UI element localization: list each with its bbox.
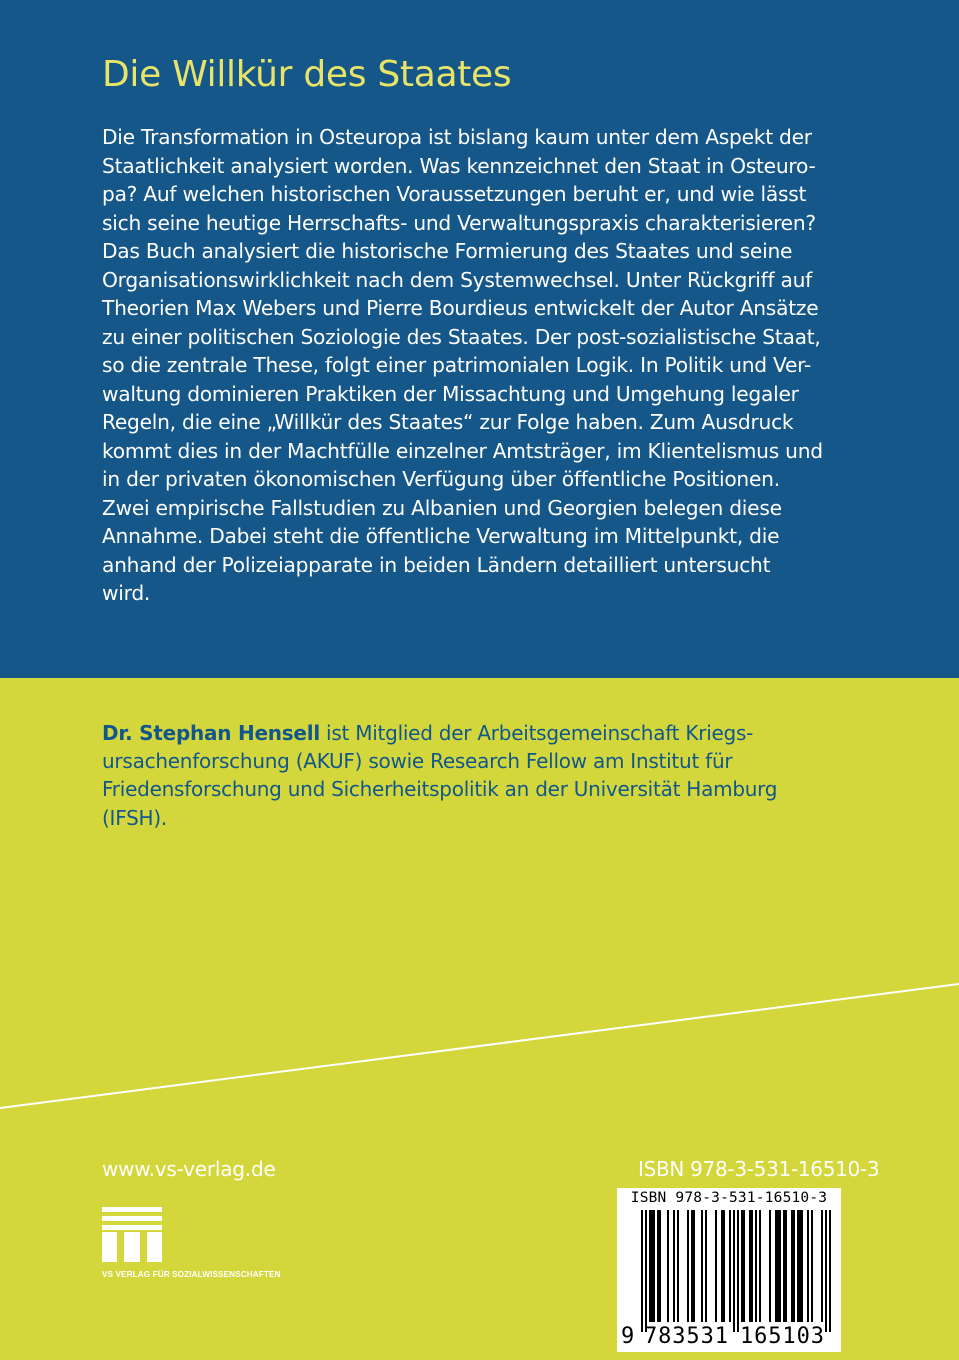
diagonal-divider-line xyxy=(0,980,959,1110)
barcode-digits xyxy=(617,1323,841,1351)
barcode-bar xyxy=(783,1210,785,1322)
book-title: Die Willkür des Staates xyxy=(102,54,512,95)
blurb-line: Zwei empirische Fallstudien zu Albanien und Georgien belegen diese xyxy=(102,495,782,520)
blurb-line: Organisationswirklichkeit nach dem Systemwechsel. Unter Rückgriff auf xyxy=(102,267,813,292)
author-bio-first-line: ist Mitglied der Arbeitsgemeinschaft Kriegs- xyxy=(319,721,754,745)
barcode-bar xyxy=(737,1210,739,1332)
barcode-bar xyxy=(741,1210,743,1322)
barcode-bar xyxy=(641,1210,643,1332)
barcode-bar xyxy=(729,1210,731,1322)
blurb-line: zu einer politischen Soziologie des Staates. Der post-sozialistische Staat, xyxy=(102,324,821,349)
barcode-bar xyxy=(645,1210,647,1332)
blurb-line: waltung dominieren Praktiken der Missachtung und Umgehung legaler xyxy=(102,381,799,406)
barcode-isbn-text: ISBN 978-3-531-16510-3 xyxy=(630,1190,828,1206)
book-blurb xyxy=(102,123,872,608)
barcode-bar xyxy=(743,1210,745,1322)
barcode-bar xyxy=(775,1210,777,1322)
blurb-line: anhand der Polizeiapparate in beiden Ländern detailliert untersucht xyxy=(102,552,771,577)
barcode-bar xyxy=(687,1210,689,1322)
barcode-bar xyxy=(723,1210,725,1322)
barcode-bar xyxy=(691,1210,693,1322)
blurb-line: kommt dies in der Machtfülle einzelner Amtsträger, im Klientelismus und xyxy=(102,438,823,463)
publisher-logo xyxy=(102,1207,332,1287)
barcode-bar xyxy=(721,1210,723,1322)
barcode-bar xyxy=(715,1210,717,1322)
barcode-bar xyxy=(755,1210,757,1322)
barcode-bar xyxy=(759,1210,761,1322)
barcode-bar xyxy=(825,1210,827,1332)
barcode-bar xyxy=(701,1210,703,1322)
blurb-line: Das Buch analysiert die historische Formierung des Staates und seine xyxy=(102,239,793,263)
barcode-bar xyxy=(829,1210,831,1332)
barcode-bar xyxy=(769,1210,771,1322)
barcode-bar xyxy=(749,1210,751,1322)
blurb-line: sich seine heutige Herrschafts- und Verwaltungspraxis charakterisieren? xyxy=(102,210,816,235)
author-bio-line: Friedensforschung und Sicherheitspolitik an der Universität Hamburg xyxy=(102,777,778,802)
barcode-bar xyxy=(811,1210,813,1322)
blurb-line: so die zentrale These, folgt einer patrimonialen Logik. In Politik und Ver- xyxy=(102,353,811,377)
barcode-digits-left: 783531 xyxy=(644,1324,729,1349)
barcode-bar xyxy=(807,1210,809,1322)
blurb-line: Regeln, die eine „Willkür des Staates“ zur Folge haben. Zum Ausdruck xyxy=(102,410,794,434)
barcode-bar xyxy=(705,1210,707,1322)
barcode-bar xyxy=(693,1210,695,1322)
barcode-bar xyxy=(797,1210,799,1322)
top-panel xyxy=(0,0,959,678)
barcode-bar xyxy=(667,1210,669,1322)
author-bio-line: ursachenforschung (AKUF) sowie Research Fellow am Institut für xyxy=(102,749,733,774)
author-name: Dr. Stephan Hensell xyxy=(102,721,320,745)
blurb-line: wird. xyxy=(102,581,151,605)
author-bio-line xyxy=(102,719,872,747)
blurb-line: pa? Auf welchen historischen Voraussetzungen beruht er, und wie lässt xyxy=(102,182,807,206)
blurb-line: Annahme. Dabei steht die öffentliche Verwaltung im Mittelpunkt, die xyxy=(102,524,780,548)
blurb-line: in der privaten ökonomischen Verfügung über öffentliche Positionen. xyxy=(102,467,780,491)
vs-verlag-logo-icon xyxy=(102,1207,162,1267)
barcode-bar xyxy=(651,1210,653,1322)
barcode-bar xyxy=(791,1210,793,1322)
barcode-bar xyxy=(801,1210,803,1322)
barcode-digit-first: 9 xyxy=(621,1324,635,1349)
barcode-bar xyxy=(649,1210,651,1322)
isbn-label: ISBN 978-3-531-16510-3 xyxy=(638,1157,880,1181)
barcode-bar xyxy=(657,1210,659,1322)
barcode-bar xyxy=(799,1210,801,1322)
barcode-bar xyxy=(777,1210,779,1322)
author-bio xyxy=(102,719,872,832)
isbn-barcode xyxy=(617,1188,841,1352)
barcode-bar xyxy=(677,1210,679,1322)
barcode-bar xyxy=(751,1210,753,1322)
blurb-line: Theorien Max Webers und Pierre Bourdieus entwickelt der Autor Ansätze xyxy=(102,296,819,320)
barcode-bars xyxy=(617,1210,841,1334)
barcode-bar xyxy=(821,1210,823,1322)
barcode-bar xyxy=(733,1210,735,1332)
author-bio-line: (IFSH). xyxy=(102,805,167,830)
barcode-bar xyxy=(659,1210,661,1322)
barcode-digits-right: 165103 xyxy=(740,1324,825,1349)
publisher-website[interactable]: www.vs-verlag.de xyxy=(102,1157,276,1181)
barcode-bar xyxy=(793,1210,795,1322)
blurb-line: Die Transformation in Osteuropa ist bislang kaum unter dem Aspekt der xyxy=(102,125,812,149)
barcode-bar xyxy=(673,1210,675,1322)
barcode-bar xyxy=(653,1210,655,1322)
barcode-bar xyxy=(779,1210,781,1322)
publisher-name: VS VERLAG FÜR SOZIALWISSENSCHAFTEN xyxy=(102,1270,281,1279)
blurb-line: Staatlichkeit analysiert worden. Was kennzeichnet den Staat in Osteuro- xyxy=(102,153,816,178)
barcode-bar xyxy=(785,1210,787,1322)
